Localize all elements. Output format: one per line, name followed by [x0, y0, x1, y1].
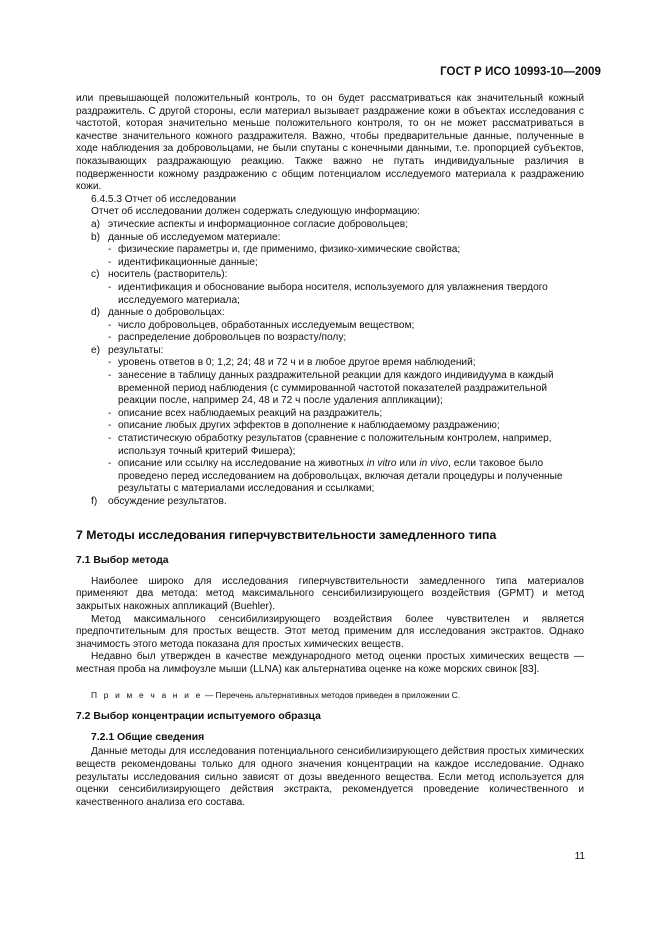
subsection-6-4-5-3-heading: 6.4.5.3 Отчет об исследовании [91, 193, 236, 205]
note-text: — Перечень альтернативных методов приведен в приложении С. [202, 689, 461, 700]
note-label: П р и м е ч а н и е [91, 689, 203, 700]
continuation-paragraph: или превышающей положительный контроль, то он будет рассматриваться как значительный кожный раздражитель. С другой стороны, если материал вызывает раздражение кожи в объектах исследования с частотой, которая значительно меньше положительного контроля, то он не может рассматриваться в качестве значительного кожного раздражителя. Важно, чтобы предварительные данные, полученные в ходе наблюдения за добровольцами, не были спутаны с конечными данными, т.е. пропорцией субъектов, показывающих раздражающую реакцию. Также важно не путать индивидуальные различия в подверженности кожному раздражению с общим потенциалом исследуемого материала к раздражению кожи. [76, 93, 584, 193]
sub-item: - число добровольцев, обработанных исследуемым веществом; [108, 319, 415, 331]
sub-item: - физические параметры и, где применимо, физико-химические свойства; [108, 244, 461, 256]
paragraph: Метод максимального сенсибилизирующего воздействия более чувствителен и является предпочтительным для простых веществ. Этот метод применим для исследования экстрактов. Однако значимость этого метода показана для простых химических веществ. [76, 613, 584, 650]
section-7-heading: 7 Методы исследования гиперчувствительности замедленного типа [76, 527, 497, 542]
sub-item: - описание всех наблюдаемых реакций на раздражитель; [108, 407, 383, 419]
section-7-2-heading: 7.2 Выбор концентрации испытуемого образца [76, 711, 321, 723]
note [91, 689, 584, 702]
list-item-a: a) этические аспекты и информационное согласие добровольцев; [91, 218, 409, 230]
paragraph: Недавно был утвержден в качестве международного метод оценки простых химических веществ — местная проба на лимфоузле мыши (LLNA) как альтернатива оценке на коже морских свинок [83]. [76, 651, 584, 675]
document-body [76, 93, 584, 809]
section-7-2-1-heading: 7.2.1 Общие сведения [91, 731, 205, 743]
sub-item: - описание любых других эффектов в дополнение к наблюдаемому раздражению; [108, 420, 500, 432]
paragraph: Данные методы для исследования потенциального сенсибилизирующего действия простых химических веществ рекомендованы только для одного значения концентрации на каждое исследование. Однако результаты исследования сильно зависят от дозы введенного вещества. Если метод используется для оценки сенсибилизирующего действия экстракта, рекомендуется проведение количественного и качественного анализа его состава. [76, 746, 584, 808]
list-item-f: f) обсуждение результатов. [91, 496, 227, 507]
sub-item: - идентификационные данные; [108, 256, 258, 268]
sub-item: - статистическую обработку результатов (сравнение с положительным контролем, например, используя точный критерий Фишера); [108, 433, 552, 457]
sub-item: - описание или ссылку на исследование на животных in vitro или in vivo, если таковое было проведено перед исследованием на добровольцах, включая детали процедуры и полученные результаты с материалами исследования и ссылками; [108, 458, 563, 495]
sub-item: - занесение в таблицу данных раздражительной реакции для каждого индивидуума в каждый временной период наблюдения (с суммированной частотой показателей раздражительной реакции после, например 24, 48 и 72 ч после удаления аппликации); [108, 370, 554, 407]
report-list [76, 219, 584, 509]
report-intro: Отчет об исследовании должен содержать следующую информацию: [91, 206, 420, 218]
document-header-id: ГОСТ Р ИСО 10993-10—2009 [440, 66, 601, 78]
sub-item: - распределение добровольцев по возрасту/полу; [108, 332, 347, 344]
list-item-b: b) данные об исследуемом материале: [91, 231, 281, 243]
list-item-c: c) носитель (растворитель): [91, 269, 228, 281]
paragraph: Наиболее широко для исследования гиперчувствительности замедленного типа материалов применяют два метода: метод максимального сенсибилизирующего воздействия (GPMT) и метод закрытых накожных аппликаций (Buehler). [76, 575, 584, 612]
section-7-1-heading: 7.1 Выбор метода [76, 555, 169, 567]
list-item-e: e) результаты: [91, 344, 164, 356]
page-number: 11 [574, 851, 585, 862]
sub-item: - идентификация и обоснование выбора носителя, используемого для увлажнения твердого исследуемого материала; [108, 281, 548, 306]
sub-item: - уровень ответов в 0; 1,2; 24; 48 и 72 ч и в любое другое время наблюдений; [108, 357, 476, 369]
list-item-d: d) данные о добровольцах: [91, 307, 225, 319]
